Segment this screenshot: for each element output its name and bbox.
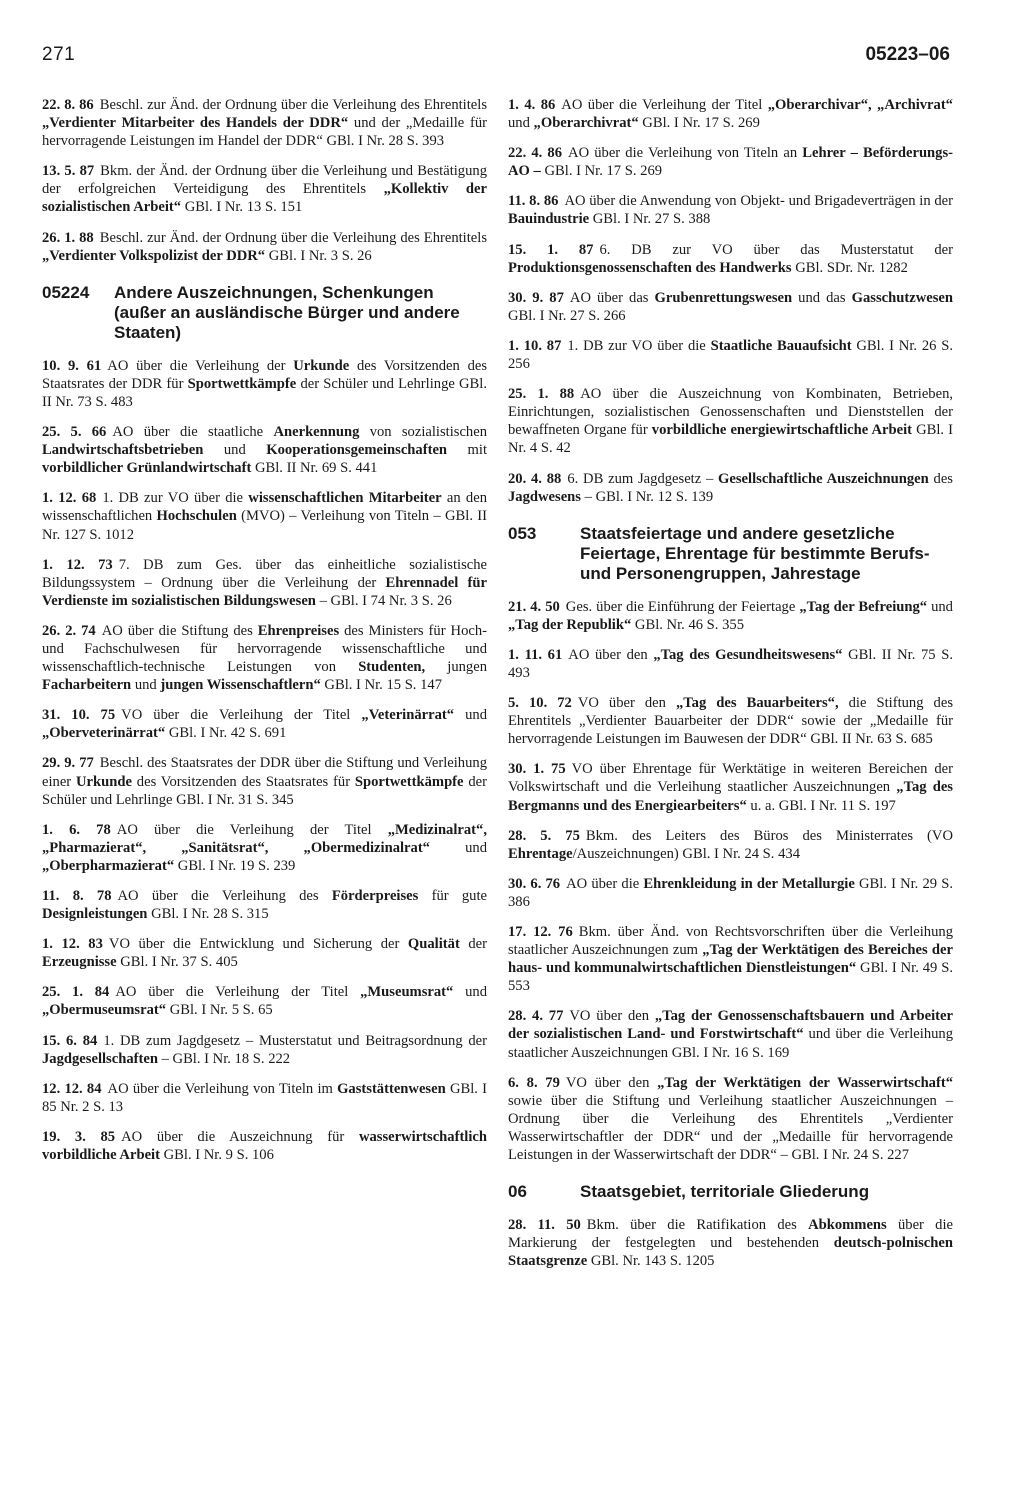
- entry-date: 28. 5. 75: [508, 827, 580, 844]
- entry-date: 21. 4. 50: [508, 598, 560, 615]
- entry-keyword: Anerkennung: [273, 424, 360, 441]
- entry-text: AO über die Verleihung von Titeln im: [107, 1080, 338, 1097]
- entry-text: GBl. Nr. 143 S. 1205: [587, 1253, 715, 1270]
- entry-text: VO über Ehrentage für Werktätige in weiteren Bereichen der Volkswirtschaft und die Verleihung staatlicher Auszeichnungen: [508, 761, 953, 796]
- entry-text: GBl. II Nr. 69 S. 441: [251, 460, 378, 477]
- entry-text: die Stiftung des Ehrentitels „Verdienter Bauarbeiter der DDR“ sowie der „Medaille für hervorragende Leistungen im Bauwesen der DDR“ GBl. II Nr. 63 S. 685: [508, 695, 953, 748]
- law-entry: [508, 385, 953, 457]
- entry-date: 10. 9. 61: [42, 357, 102, 374]
- entry-text: GBl. II Nr. 75 S. 493: [508, 646, 954, 681]
- entry-keyword: „Tag der Werktätigen des Bereiches der haus- und kommunalwirtschaftlichen Dienstleistungen“: [508, 942, 953, 977]
- entry-text: Beschl. des Staatsrates der DDR über die Stiftung und Verleihung einer: [42, 755, 487, 790]
- law-entry: [508, 1007, 953, 1061]
- entry-date: 1. 6. 78: [42, 821, 111, 838]
- entry-date: 22. 8. 86: [42, 97, 94, 113]
- entry-date: 11. 8. 78: [42, 888, 112, 904]
- law-entry: [508, 289, 953, 325]
- entry-date: 15. 1. 87: [508, 241, 594, 258]
- law-entry: [42, 162, 487, 216]
- entry-keyword: Qualität: [407, 936, 460, 953]
- entry-keyword: vorbildlicher Grünlandwirtschaft: [42, 460, 252, 477]
- entry-keyword: „Tag der Republik“: [508, 616, 632, 633]
- law-entry: [42, 229, 487, 265]
- entry-keyword: Urkunde: [76, 773, 132, 790]
- entry-keyword: „Museumsrat“: [360, 984, 454, 1001]
- entry-date: 11. 8. 86: [508, 193, 559, 210]
- entry-keyword: Sportwettkämpfe: [354, 773, 464, 790]
- entry-text: GBl. I Nr. 27 S. 388: [589, 211, 711, 228]
- entry-text: 1. DB zur VO über die: [102, 490, 249, 507]
- entry-keyword: wasserwirtschaftlich vorbildliche Arbeit: [42, 1128, 488, 1164]
- law-entry: [42, 1080, 487, 1116]
- entry-text: – GBl. I Nr. 18 S. 222: [157, 1050, 291, 1067]
- law-entry: [508, 470, 953, 506]
- entry-text: GBl. I Nr. 26 S. 256: [508, 337, 953, 373]
- entry-date: 22. 4. 86: [508, 145, 563, 162]
- entry-text: – GBl. I Nr. 12 S. 139: [580, 488, 714, 505]
- entry-keyword: wissenschaftlichen Mitarbeiter: [248, 490, 442, 507]
- entry-text: und: [429, 839, 487, 856]
- entry-text: Bkm. des Leiters des Büros des Ministerrates (VO: [585, 827, 953, 844]
- entry-text: AO über die: [566, 875, 644, 892]
- law-entry: [508, 827, 953, 863]
- entry-date: 19. 3. 85: [42, 1128, 116, 1145]
- entry-text: VO über die Verleihung der Titel: [121, 707, 362, 724]
- law-entry: [42, 706, 487, 742]
- entry-keyword: „Veterinärrat“: [361, 707, 455, 724]
- law-entry: [508, 1074, 953, 1164]
- entry-text: GBl. SDr. Nr. 1282: [791, 259, 908, 276]
- entry-keyword: „Verdienter Volkspolizist der DDR“: [42, 247, 266, 264]
- entry-text: und: [203, 442, 267, 459]
- right-column: [508, 96, 953, 1282]
- left-column: [42, 96, 487, 1176]
- law-entry: [42, 96, 487, 150]
- entry-keyword: Hochschulen: [156, 508, 237, 525]
- entry-text: VO über den: [577, 695, 676, 712]
- entry-keyword: Förderpreises: [331, 888, 419, 904]
- entry-date: 1. 10. 87: [508, 337, 562, 354]
- entry-date: 6. 8. 79: [508, 1074, 560, 1091]
- entry-text: 6. DB zur VO über das Musterstatut der: [599, 241, 954, 258]
- law-entry: [42, 935, 487, 971]
- entry-date: 1. 11. 61: [508, 646, 563, 663]
- entry-text: und: [508, 115, 534, 132]
- section-heading: [508, 524, 953, 584]
- entry-date: 30. 1. 75: [508, 761, 566, 778]
- law-entry: [42, 754, 487, 808]
- entry-keyword: Urkunde: [293, 357, 350, 374]
- section-number: 06: [508, 1182, 527, 1202]
- law-entry: [508, 760, 953, 814]
- entry-date: 1. 4. 86: [508, 97, 556, 113]
- entry-text: des: [928, 470, 953, 487]
- entry-date: 12. 12. 84: [42, 1080, 102, 1097]
- entry-text: 1. DB zum Jagdgesetz – Musterstatut und Beitragsordnung der: [103, 1032, 488, 1049]
- entry-keyword: Staatliche Bauaufsicht: [710, 337, 852, 354]
- entry-text: des Vorsitzenden des Staatsrates der DDR für: [42, 357, 488, 392]
- entry-text: GBl. I Nr. 5 S. 65: [166, 1002, 273, 1019]
- entry-date: 5. 10. 72: [508, 695, 572, 712]
- entry-keyword: Bauindustrie: [508, 211, 590, 228]
- page-number: 271: [42, 44, 76, 65]
- entry-date: 13. 5. 87: [42, 163, 95, 180]
- entry-text: (MVO) – Verleihung von Titeln – GBl. II Nr. 127 S. 1012: [42, 508, 487, 543]
- entry-text: und: [454, 707, 487, 724]
- entry-text: GBl. I Nr. 17 S. 269: [540, 163, 663, 180]
- entry-text: GBl. I Nr. 19 S. 239: [174, 857, 296, 874]
- entry-keyword: Gasschutzwesen: [851, 289, 953, 306]
- law-entry: [508, 144, 953, 180]
- entry-text: AO über die Auszeichnung für: [121, 1128, 359, 1145]
- entry-text: über die Markierung der festgelegten und bestehenden: [508, 1217, 953, 1252]
- entry-keyword: „Tag der Werktätigen der Wasserwirtschaft“: [657, 1074, 953, 1091]
- law-entry: [508, 875, 953, 911]
- entry-date: 25. 1. 84: [42, 984, 110, 1001]
- law-entry: [42, 489, 487, 543]
- law-entry: [42, 423, 487, 477]
- entry-date: 1. 12. 83: [42, 936, 103, 953]
- entry-text: GBl. I Nr. 42 S. 691: [165, 725, 287, 742]
- entry-keyword: „Oberarchivar“, „Archivrat“: [767, 97, 953, 113]
- page-code: 05223–06: [865, 44, 950, 65]
- entry-text: GBl. I Nr. 4 S. 42: [508, 422, 954, 457]
- entry-text: der Schüler und Lehrlinge GBl. II Nr. 73 S. 483: [42, 375, 487, 410]
- entry-date: 25. 1. 88: [508, 386, 575, 403]
- entry-keyword: Ehrenkleidung in der Metallurgie: [643, 875, 855, 892]
- entry-date: 17. 12. 76: [508, 924, 573, 940]
- entry-date: 26. 2. 74: [42, 622, 96, 639]
- entry-keyword: Jagdwesens: [508, 488, 581, 505]
- entry-keyword: „Oberpharmazierat“: [42, 857, 175, 874]
- entry-text: AO über die staatliche: [112, 424, 274, 441]
- entry-text: und über die Verleihung staatlicher Auszeichnungen GBl. I Nr. 16 S. 169: [508, 1026, 954, 1061]
- entry-keyword: Grubenrettungswesen: [654, 289, 793, 306]
- section-heading: [508, 1182, 953, 1202]
- entry-keyword: „Tag der Genossenschaftsbauern und Arbeiter der sozialistischen Land- und Forstwirtschaft“: [508, 1008, 953, 1043]
- entry-keyword: jungen Wissenschaftlern“: [160, 677, 321, 694]
- entry-text: mit: [447, 442, 488, 459]
- law-entry: [508, 337, 953, 373]
- law-entry: [508, 598, 953, 634]
- entry-date: 28. 4. 77: [508, 1008, 564, 1025]
- entry-keyword: Ehrenpreises: [257, 622, 340, 639]
- entry-keyword: Kooperationsgemeinschaften: [266, 442, 448, 459]
- entry-date: 29. 9. 77: [42, 755, 94, 772]
- entry-text: an den wissenschaftlichen: [42, 490, 487, 525]
- entry-text: und: [131, 677, 161, 694]
- entry-text: Beschl. zur Änd. der Ordnung über die Verleihung des Ehrentitels: [99, 229, 488, 246]
- entry-text: AO über die Auszeichnung von Kombinaten, Betrieben, Einrichtungen, sozialistischen Genossenschaften und Dienststellen der bewaffneten Organe für: [508, 386, 954, 439]
- entry-text: und das: [792, 289, 852, 306]
- entry-text: GBl. I Nr. 29 S. 386: [508, 875, 953, 910]
- entry-text: GBl. I Nr. 17 S. 269: [638, 115, 760, 132]
- entry-keyword: Lehrer – Beförderungs-AO –: [508, 145, 954, 180]
- entry-keyword: Gesellschaftliche Auszeichnungen: [718, 470, 929, 487]
- entry-keyword: „Oberveterinärrat“: [42, 725, 166, 742]
- entry-text: /Auszeichnungen) GBl. I Nr. 24 S. 434: [572, 845, 800, 862]
- entry-keyword: Gaststättenwesen: [337, 1080, 446, 1097]
- entry-text: AO über die Anwendung von Objekt- und Brigadeverträgen in der: [564, 193, 953, 210]
- entry-keyword: Produktionsgenossenschaften des Handwerks: [508, 259, 792, 276]
- entry-keyword: Erzeugnisse: [42, 954, 117, 971]
- section-title: Andere Auszeichnungen, Schenkungen (außer an ausländische Bürger und andere Staaten): [114, 282, 460, 342]
- entry-keyword: deutsch-polnischen Staatsgrenze: [508, 1235, 953, 1270]
- entry-date: 30. 6. 76: [508, 875, 561, 892]
- entry-text: und der „Medaille für hervorragende Leistungen im Handel der DDR“ GBl. I Nr. 28 S. 393: [42, 115, 488, 150]
- law-entry: [42, 821, 487, 875]
- entry-text: AO über die Verleihung der Titel: [115, 984, 361, 1001]
- entry-text: für gute: [418, 888, 487, 904]
- entry-text: AO über die Verleihung des: [117, 888, 332, 904]
- entry-keyword: Jagdgesellschaften: [42, 1050, 158, 1067]
- law-entry: [508, 192, 953, 228]
- entry-date: 20. 4. 88: [508, 470, 562, 487]
- entry-text: GBl. I Nr. 13 S. 151: [181, 199, 303, 216]
- entry-text: GBl. I Nr. 15 S. 147: [320, 677, 442, 694]
- section-title: Staatsgebiet, territoriale Gliederung: [580, 1182, 870, 1202]
- entry-date: 26. 1. 88: [42, 229, 94, 246]
- section-title: Staatsfeiertage und andere gesetzliche Feiertage, Ehrentage für bestimmte Berufs- und Personengruppen, Jahrestage: [580, 523, 930, 583]
- entry-keyword: „Medizinalrat“, „Pharmazierat“, „Sanitätsrat“, „Obermedizinalrat“: [42, 821, 487, 856]
- entry-keyword: „Tag des Bauarbeiters“,: [675, 695, 839, 712]
- entry-text: und: [927, 598, 953, 615]
- law-entry: [42, 556, 487, 610]
- entry-keyword: „Kollektiv der sozialistischen Arbeit“: [42, 181, 487, 216]
- entry-date: 25. 5. 66: [42, 424, 107, 441]
- entry-text: AO über die Verleihung der Titel: [116, 821, 388, 838]
- entry-text: GBl. I Nr. 9 S. 106: [159, 1147, 274, 1164]
- law-entry: [42, 983, 487, 1019]
- entry-keyword: „Oberarchivrat“: [533, 115, 639, 132]
- entry-text: GBl. I Nr. 3 S. 26: [265, 247, 372, 264]
- entry-text: AO über die Verleihung der Titel: [561, 97, 768, 113]
- entry-text: 6. DB zum Jagdgesetz –: [567, 470, 719, 487]
- entry-date: 31. 10. 75: [42, 707, 116, 724]
- section-number: 053: [508, 523, 537, 543]
- entry-text: VO über den: [569, 1008, 655, 1025]
- entry-keyword: Landwirtschaftsbetrieben: [42, 442, 204, 459]
- law-entry: [508, 241, 953, 277]
- entry-date: 15. 6. 84: [42, 1032, 98, 1049]
- entry-keyword: Ehrennadel für Verdienste im sozialistischen Bildungswesen: [42, 574, 487, 609]
- entry-keyword: vorbildliche energiewirtschaftliche Arbeit: [651, 422, 913, 439]
- law-entry: [42, 622, 487, 694]
- entry-text: 1. DB zur VO über die: [567, 337, 711, 354]
- entry-text: und: [453, 984, 488, 1001]
- entry-text: jungen: [425, 659, 487, 676]
- entry-keyword: Ehrentage: [508, 845, 573, 862]
- entry-text: der: [459, 936, 488, 953]
- entry-text: GBl. I Nr. 37 S. 405: [116, 954, 238, 971]
- entry-keyword: „Obermuseumsrat“: [42, 1002, 167, 1019]
- entry-text: GBl. Nr. 46 S. 355: [631, 616, 744, 633]
- entry-text: AO über die Verleihung der: [107, 357, 294, 374]
- entry-text: AO über die Stiftung des: [101, 622, 258, 639]
- entry-text: – GBl. I 74 Nr. 3 S. 26: [315, 592, 452, 609]
- entry-text: von sozialistischen: [359, 424, 487, 441]
- entry-text: AO über die Verleihung von Titeln an: [568, 145, 803, 162]
- section-heading: [42, 283, 487, 343]
- entry-text: GBl. I Nr. 27 S. 266: [508, 307, 626, 324]
- entry-text: AO über den: [568, 646, 654, 663]
- law-entry: [508, 694, 953, 748]
- entry-date: 1. 12. 68: [42, 490, 97, 507]
- entry-text: u. a. GBl. I Nr. 11 S. 197: [746, 797, 896, 814]
- entry-text: der Schüler und Lehrlinge GBl. I Nr. 31 S. 345: [42, 773, 487, 808]
- entry-text: Beschl. zur Änd. der Ordnung über die Verleihung des Ehrentitels: [99, 97, 488, 113]
- entry-text: Ges. über die Einführung der Feiertage: [565, 598, 800, 615]
- entry-text: des Ministers für Hoch- und Fachschulwesen für hervorragende wissenschaftliche und wissenschaftlich-technische Leistungen von: [42, 622, 487, 676]
- law-entry: [508, 1216, 953, 1270]
- entry-text: Bkm. über die Ratifikation des: [586, 1217, 809, 1234]
- law-entry: [42, 887, 487, 923]
- entry-text: AO über das: [569, 289, 655, 306]
- entry-text: sowie über die Stiftung und Verleihung staatlicher Auszeichnungen – Ordnung über die Verleihung des Ehrentitels „Verdienter Wasserwirtschaftler der DDR“ und der „Medaille für hervorragende Leistungen in der Wasserwirtschaft der DDR“ – GBl. I Nr. 24 S. 227: [508, 1092, 953, 1164]
- entry-text: des Vorsitzenden des Staatsrates für: [131, 773, 355, 790]
- entry-text: Bkm. über Änd. von Rechtsvorschriften über die Verleihung staatlicher Auszeichnungen zum: [508, 924, 953, 959]
- entry-keyword: Sportwettkämpfe: [187, 375, 297, 392]
- law-entry: [508, 96, 953, 132]
- law-entry: [42, 1032, 487, 1068]
- entry-text: GBl. I Nr. 49 S. 553: [508, 960, 953, 995]
- entry-text: GBl. I 85 Nr. 2 S. 13: [42, 1080, 487, 1115]
- entry-text: Bkm. der Änd. der Ordnung über die Verleihung und Bestätigung der erfolgreichen Verteidigung des Ehrentitels: [42, 163, 487, 198]
- entry-keyword: „Verdienter Mitarbeiter des Handels der DDR“: [42, 115, 349, 132]
- law-entry: [508, 923, 953, 995]
- entry-keyword: „Tag der Befreiung“: [799, 598, 928, 615]
- entry-text: VO über die Entwicklung und Sicherung der: [108, 936, 408, 953]
- entry-date: 28. 11. 50: [508, 1217, 581, 1234]
- entry-keyword: „Tag des Gesundheitswesens“: [653, 646, 843, 663]
- law-entry: [42, 1128, 487, 1164]
- entry-text: 7. DB zum Ges. über das einheitliche sozialistische Bildungssystem – Ordnung über die Verleihung der: [42, 556, 488, 591]
- law-entry: [508, 646, 953, 682]
- entry-text: GBl. I Nr. 28 S. 315: [147, 906, 269, 923]
- entry-keyword: Facharbeitern: [42, 677, 132, 694]
- entry-keyword: Abkommens: [808, 1217, 887, 1234]
- entry-text: VO über den: [565, 1074, 658, 1091]
- law-entry: [42, 357, 487, 411]
- entry-date: 1. 12. 73: [42, 556, 113, 573]
- entry-keyword: „Tag des Bergmanns und des Energiearbeiters“: [508, 779, 953, 814]
- entry-keyword: Studenten,: [358, 659, 426, 676]
- entry-date: 30. 9. 87: [508, 289, 564, 306]
- entry-keyword: Designleistungen: [42, 906, 148, 923]
- section-number: 05224: [42, 282, 90, 302]
